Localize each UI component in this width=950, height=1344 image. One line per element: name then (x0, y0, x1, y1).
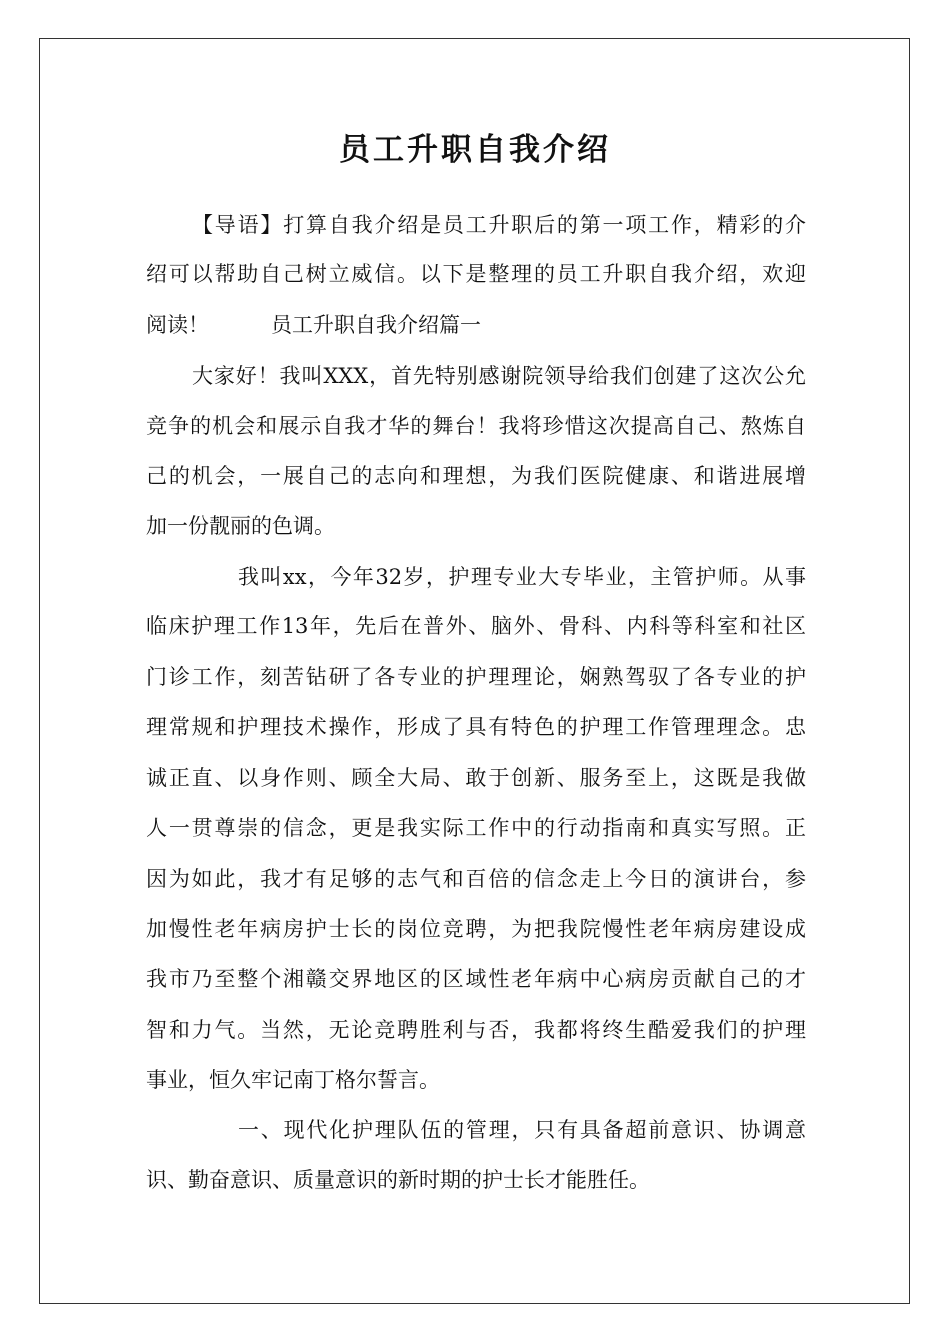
text-line: 加慢性老年病房护士长的岗位竞聘，为把我院慢性老年病房建设成 (146, 917, 806, 941)
section-heading: 员工升职自我介绍篇一 (271, 313, 481, 337)
text-line: 我市乃至整个湘赣交界地区的区域性老年病中心病房贡献自己的才 (146, 967, 806, 991)
text-line: 理常规和护理技术操作，形成了具有特色的护理工作管理理念。忠 (146, 715, 806, 739)
text-line: 识、勤奋意识、质量意识的新时期的护士长才能胜任。 (146, 1168, 650, 1192)
text-line: 竞争的机会和展示自我才华的舞台！我将珍惜这次提高自己、熬炼自 (146, 414, 806, 438)
text-line: 智和力气。当然，无论竞聘胜利与否，我都将终生酷爱我们的护理 (146, 1018, 806, 1042)
text-line: 【导语】打算自我介绍是员工升职后的第一项工作，精彩的介 (192, 213, 806, 237)
text-segment: 阅读！ (146, 313, 209, 337)
text-line: 诚正直、以身作则、顾全大局、敢于创新、服务至上，这既是我做 (146, 766, 806, 790)
text-line: 加一份靓丽的色调。 (146, 514, 335, 538)
text-line: 人一贯尊崇的信念，更是我实际工作中的行动指南和真实写照。正 (146, 816, 806, 840)
text-line: 我叫xx，今年32岁，护理专业大专毕业，主管护师。从事 (238, 565, 806, 589)
text-line: 大家好！我叫XXX，首先特别感谢院领导给我们创建了这次公允 (192, 364, 806, 388)
text-line: 绍可以帮助自己树立威信。以下是整理的员工升职自我介绍，欢迎 (146, 262, 806, 286)
document-title: 员工升职自我介绍 (339, 132, 611, 168)
text-line: 一、现代化护理队伍的管理，只有具备超前意识、协调意 (238, 1118, 806, 1142)
text-line: 因为如此，我才有足够的志气和百倍的信念走上今日的演讲台，参 (146, 867, 806, 891)
text-line (146, 309, 806, 341)
text-line: 己的机会，一展自己的志向和理想，为我们医院健康、和谐进展增 (146, 464, 806, 488)
text-line: 事业，恒久牢记南丁格尔誓言。 (146, 1068, 440, 1092)
text-line: 临床护理工作13年，先后在普外、脑外、骨科、内科等科室和社区 (146, 614, 806, 638)
text-line: 门诊工作，刻苦钻研了各专业的护理理论，娴熟驾驭了各专业的护 (146, 665, 806, 689)
